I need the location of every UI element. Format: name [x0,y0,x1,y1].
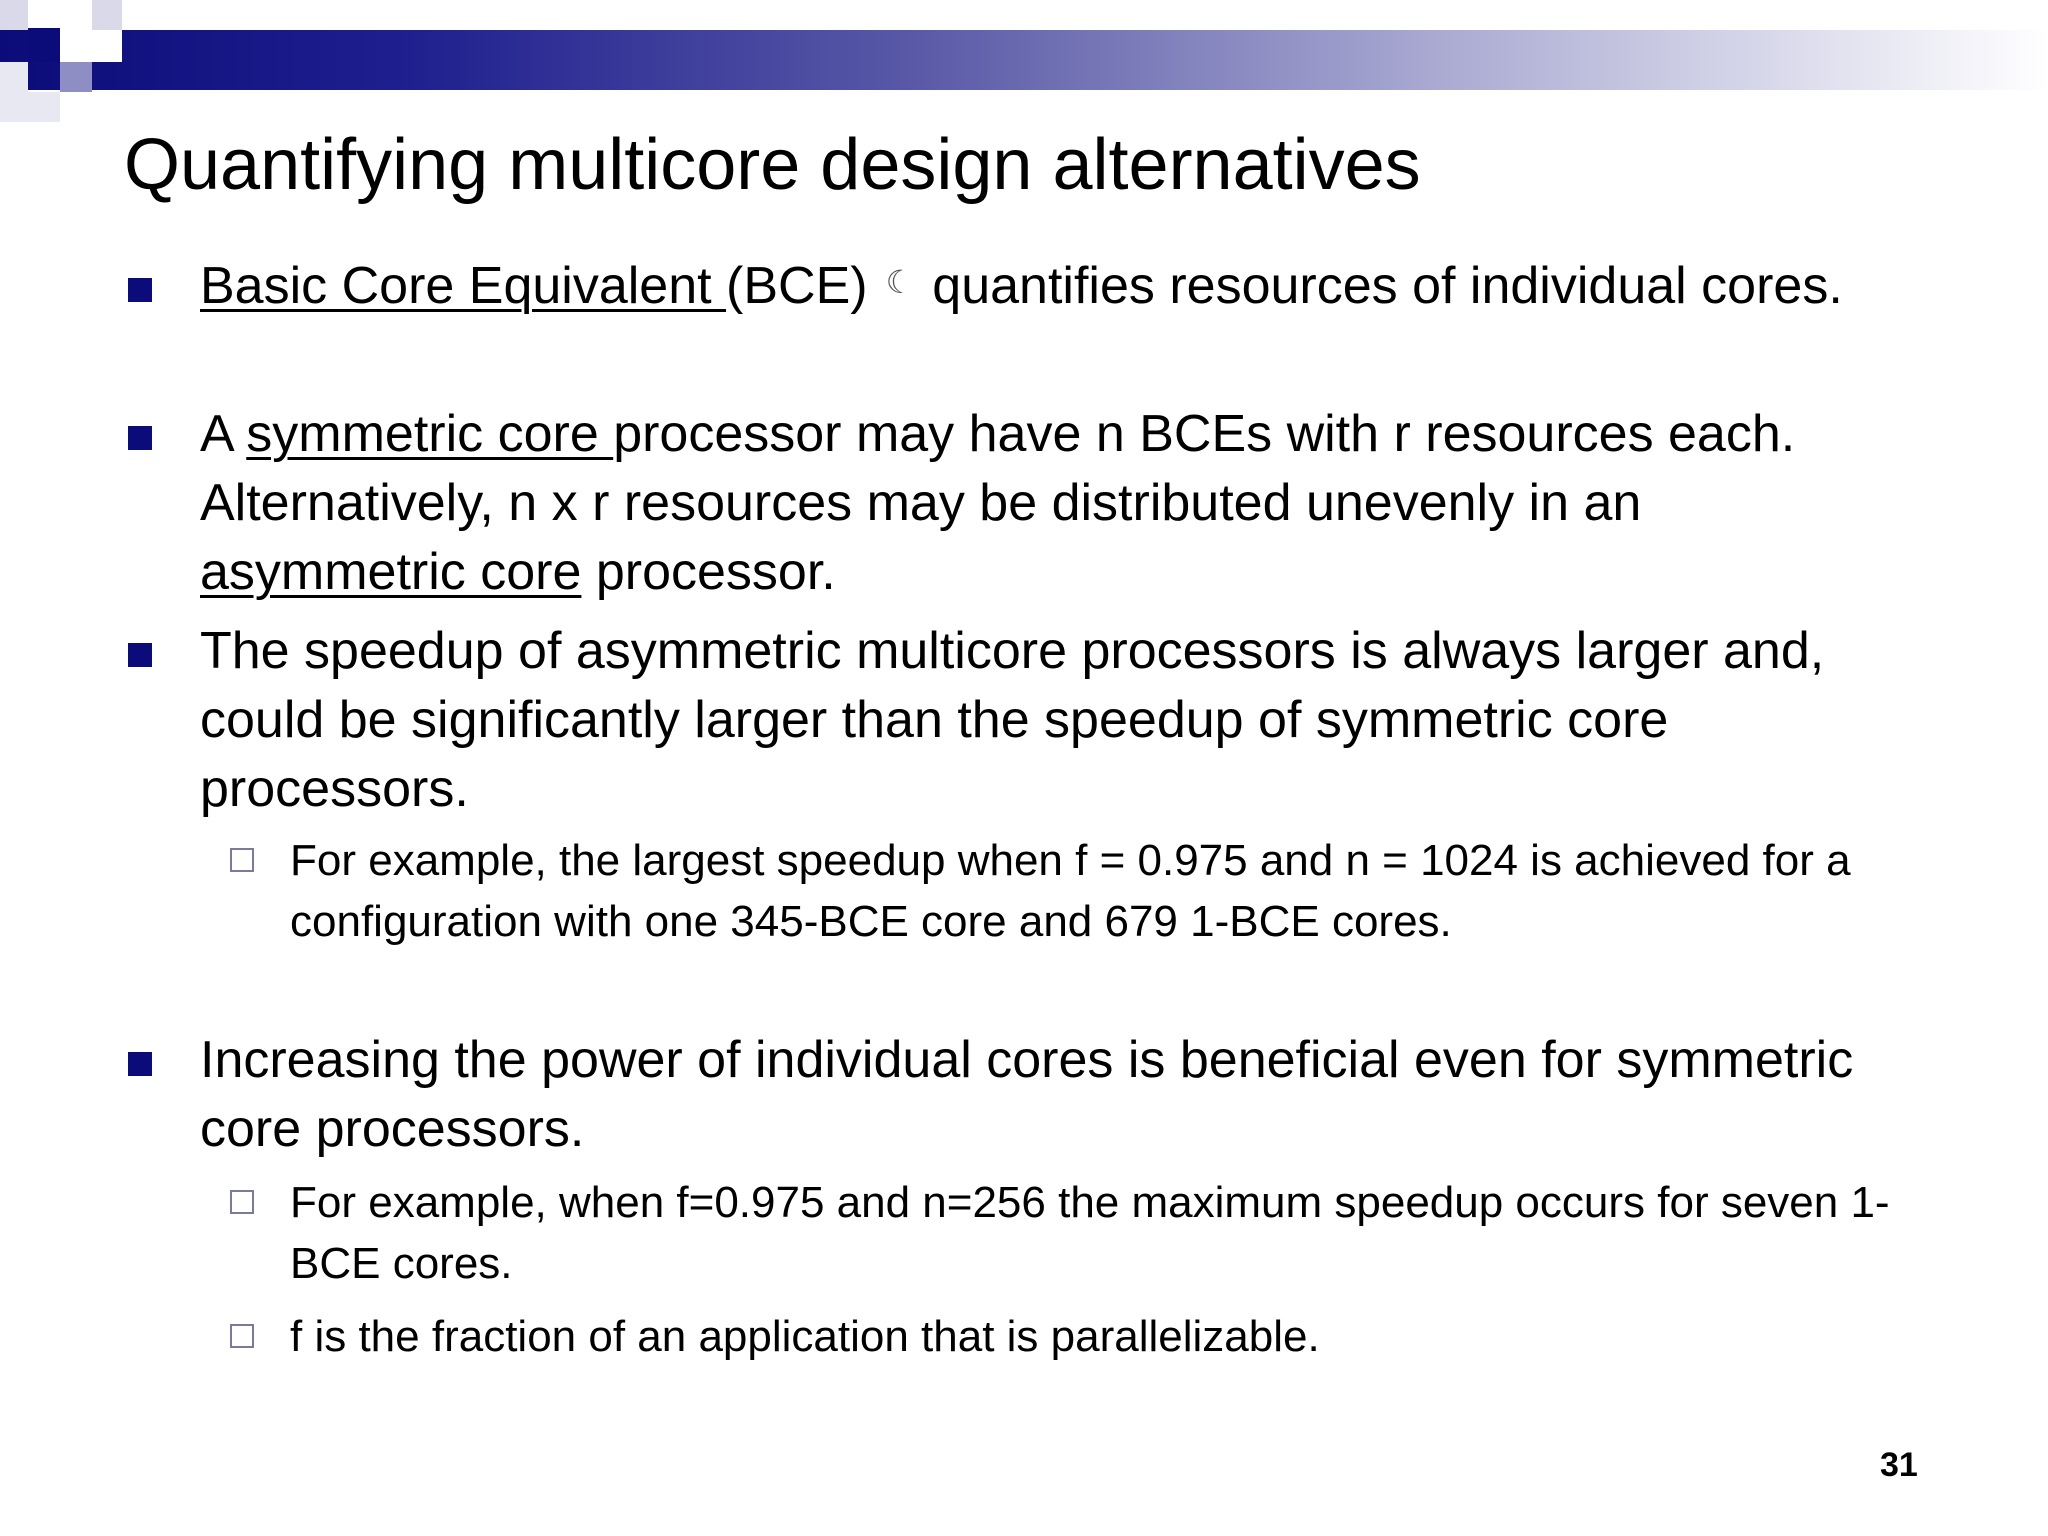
decorative-square [0,62,28,122]
bullet-term: asymmetric core [200,543,582,601]
sub-bullet-text: For example, when f=0.975 and n=256 the maximum speedup occurs for seven 1-BCE cores. [290,1178,1890,1288]
sub-bullet-item [290,830,1910,952]
bullet-text: The speedup of asymmetric multicore processors is always larger and, could be significantly larger than the speedup of symmetric core processors. [200,622,1825,818]
square-bullet-icon [128,278,152,302]
square-bullet-icon [128,426,152,450]
bullet-text: processor may have n BCEs with r resources each. Alternatively, n x r resources may be distributed unevenly in an [200,405,1796,532]
sub-bullet-item [290,1172,1910,1294]
decorative-square [92,0,122,30]
bullet-term: symmetric core [246,405,614,463]
sub-bullet-text: f is the fraction of an application that is parallelizable. [290,1312,1320,1361]
bullet-text: Increasing the power of individual cores is beneficial even for symmetric core processors. [200,1031,1854,1158]
header-gradient-bar [0,30,2048,90]
decorative-square [0,0,28,30]
bullet-text: quantifies resources of individual cores. [932,257,1843,315]
bullet-term: Basic Core Equivalent [200,257,727,315]
decorative-square [60,28,92,62]
slide-title: Quantifying multicore design alternatives [124,125,1421,205]
bullet-abbr: (BCE) [726,257,868,315]
square-bullet-icon [128,643,152,667]
hollow-square-bullet-icon [230,1324,254,1348]
decorative-square [60,62,92,92]
page-number: 31 [1880,1446,1918,1484]
hollow-square-bullet-icon [230,848,254,872]
decorative-square [28,28,60,62]
hollow-square-bullet-icon [230,1190,254,1214]
decorative-square [28,92,60,122]
bullet-text: processor. [581,543,836,601]
sub-bullet-text: For example, the largest speedup when f = 0.975 and n = 1024 is achieved for a configuration with one 345-BCE core and 679 1-BCE cores. [290,836,1851,946]
sub-bullet-item [290,1306,1910,1367]
square-bullet-icon [128,1052,152,1076]
bullet-item [200,1026,1900,1164]
bullet-text: A [200,405,247,463]
moon-icon: ☾ [885,264,915,300]
decorative-square [92,30,122,62]
bullet-item [200,252,1900,327]
bullet-item [200,400,1900,607]
bullet-item [200,617,1900,824]
